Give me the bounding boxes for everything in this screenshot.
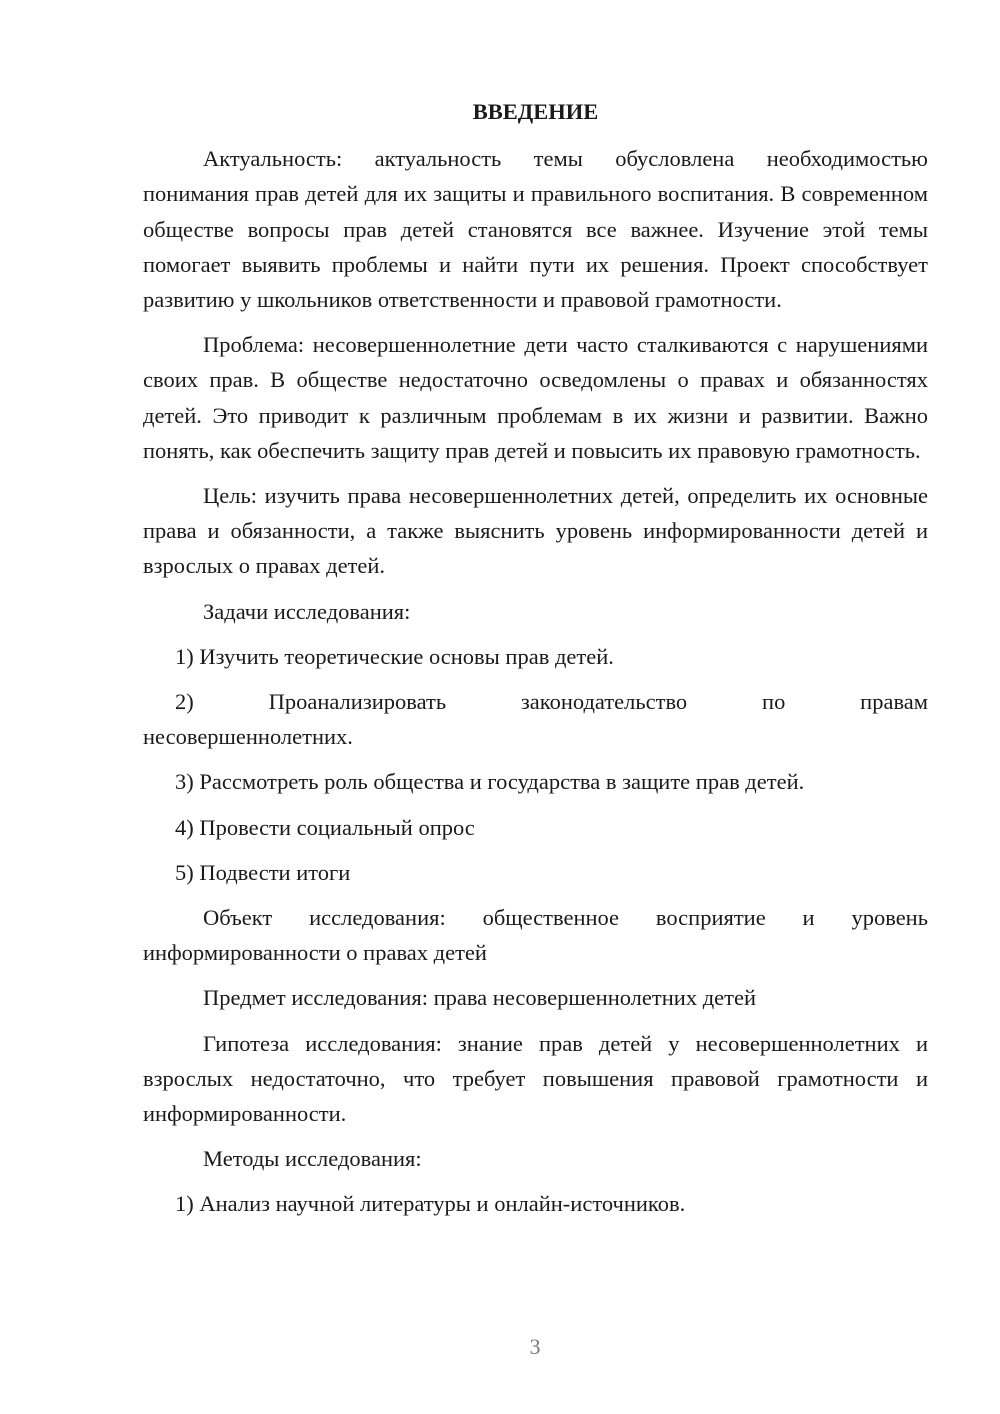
task-item-2: 2) Проанализировать законодательство по правам несовершеннолетних. [143,689,928,750]
page-title: ВВЕДЕНИЕ [472,99,599,124]
task-item-3: 3) Рассмотреть роль общества и государства в защите прав детей. [175,769,805,795]
hypothesis-paragraph: Гипотеза исследования: знание прав детей у несовершеннолетних и взрослых недостаточно, что требует повышения правовой грамотности и информированности. [143,1030,928,1127]
tasks-title: Задачи исследования: [203,598,411,624]
document-body [143,94,928,1232]
method-item-1: 1) Анализ научной литературы и онлайн-источников. [175,1191,686,1217]
page-number: 3 [529,1334,541,1359]
task-item-5: 5) Подвести итоги [175,859,351,885]
subject-paragraph: Предмет исследования: права несовершеннолетних детей [203,985,756,1011]
task-item-1: 1) Изучить теоретические основы прав детей. [175,643,614,669]
relevance-paragraph: Актуальность: актуальность темы обусловлена необходимостью понимания прав детей для их защиты и правильного воспитания. В современном обществе вопросы прав детей становятся все важнее. Изучение этой темы помогает выявить проблемы и найти пути их решения. Проект способствует развитию у школьников ответственности и правовой грамотности. [143,146,928,313]
methods-title: Методы исследования: [203,1146,422,1172]
task-item-4: 4) Провести социальный опрос [175,814,475,840]
problem-paragraph: Проблема: несовершеннолетние дети часто сталкиваются с нарушениями своих прав. В обществе недостаточно осведомлены о правах и обязанностях детей. Это приводит к различным проблемам в их жизни и развитии. Важно понять, как обеспечить защиту прав детей и повысить их правовую грамотность. [143,332,928,463]
object-paragraph: Объект исследования: общественное восприятие и уровень информированности о правах детей [143,905,928,966]
goal-paragraph: Цель: изучить права несовершеннолетних детей, определить их основные права и обязанности, а также выяснить уровень информированности детей и взрослых о правах детей. [143,483,928,579]
